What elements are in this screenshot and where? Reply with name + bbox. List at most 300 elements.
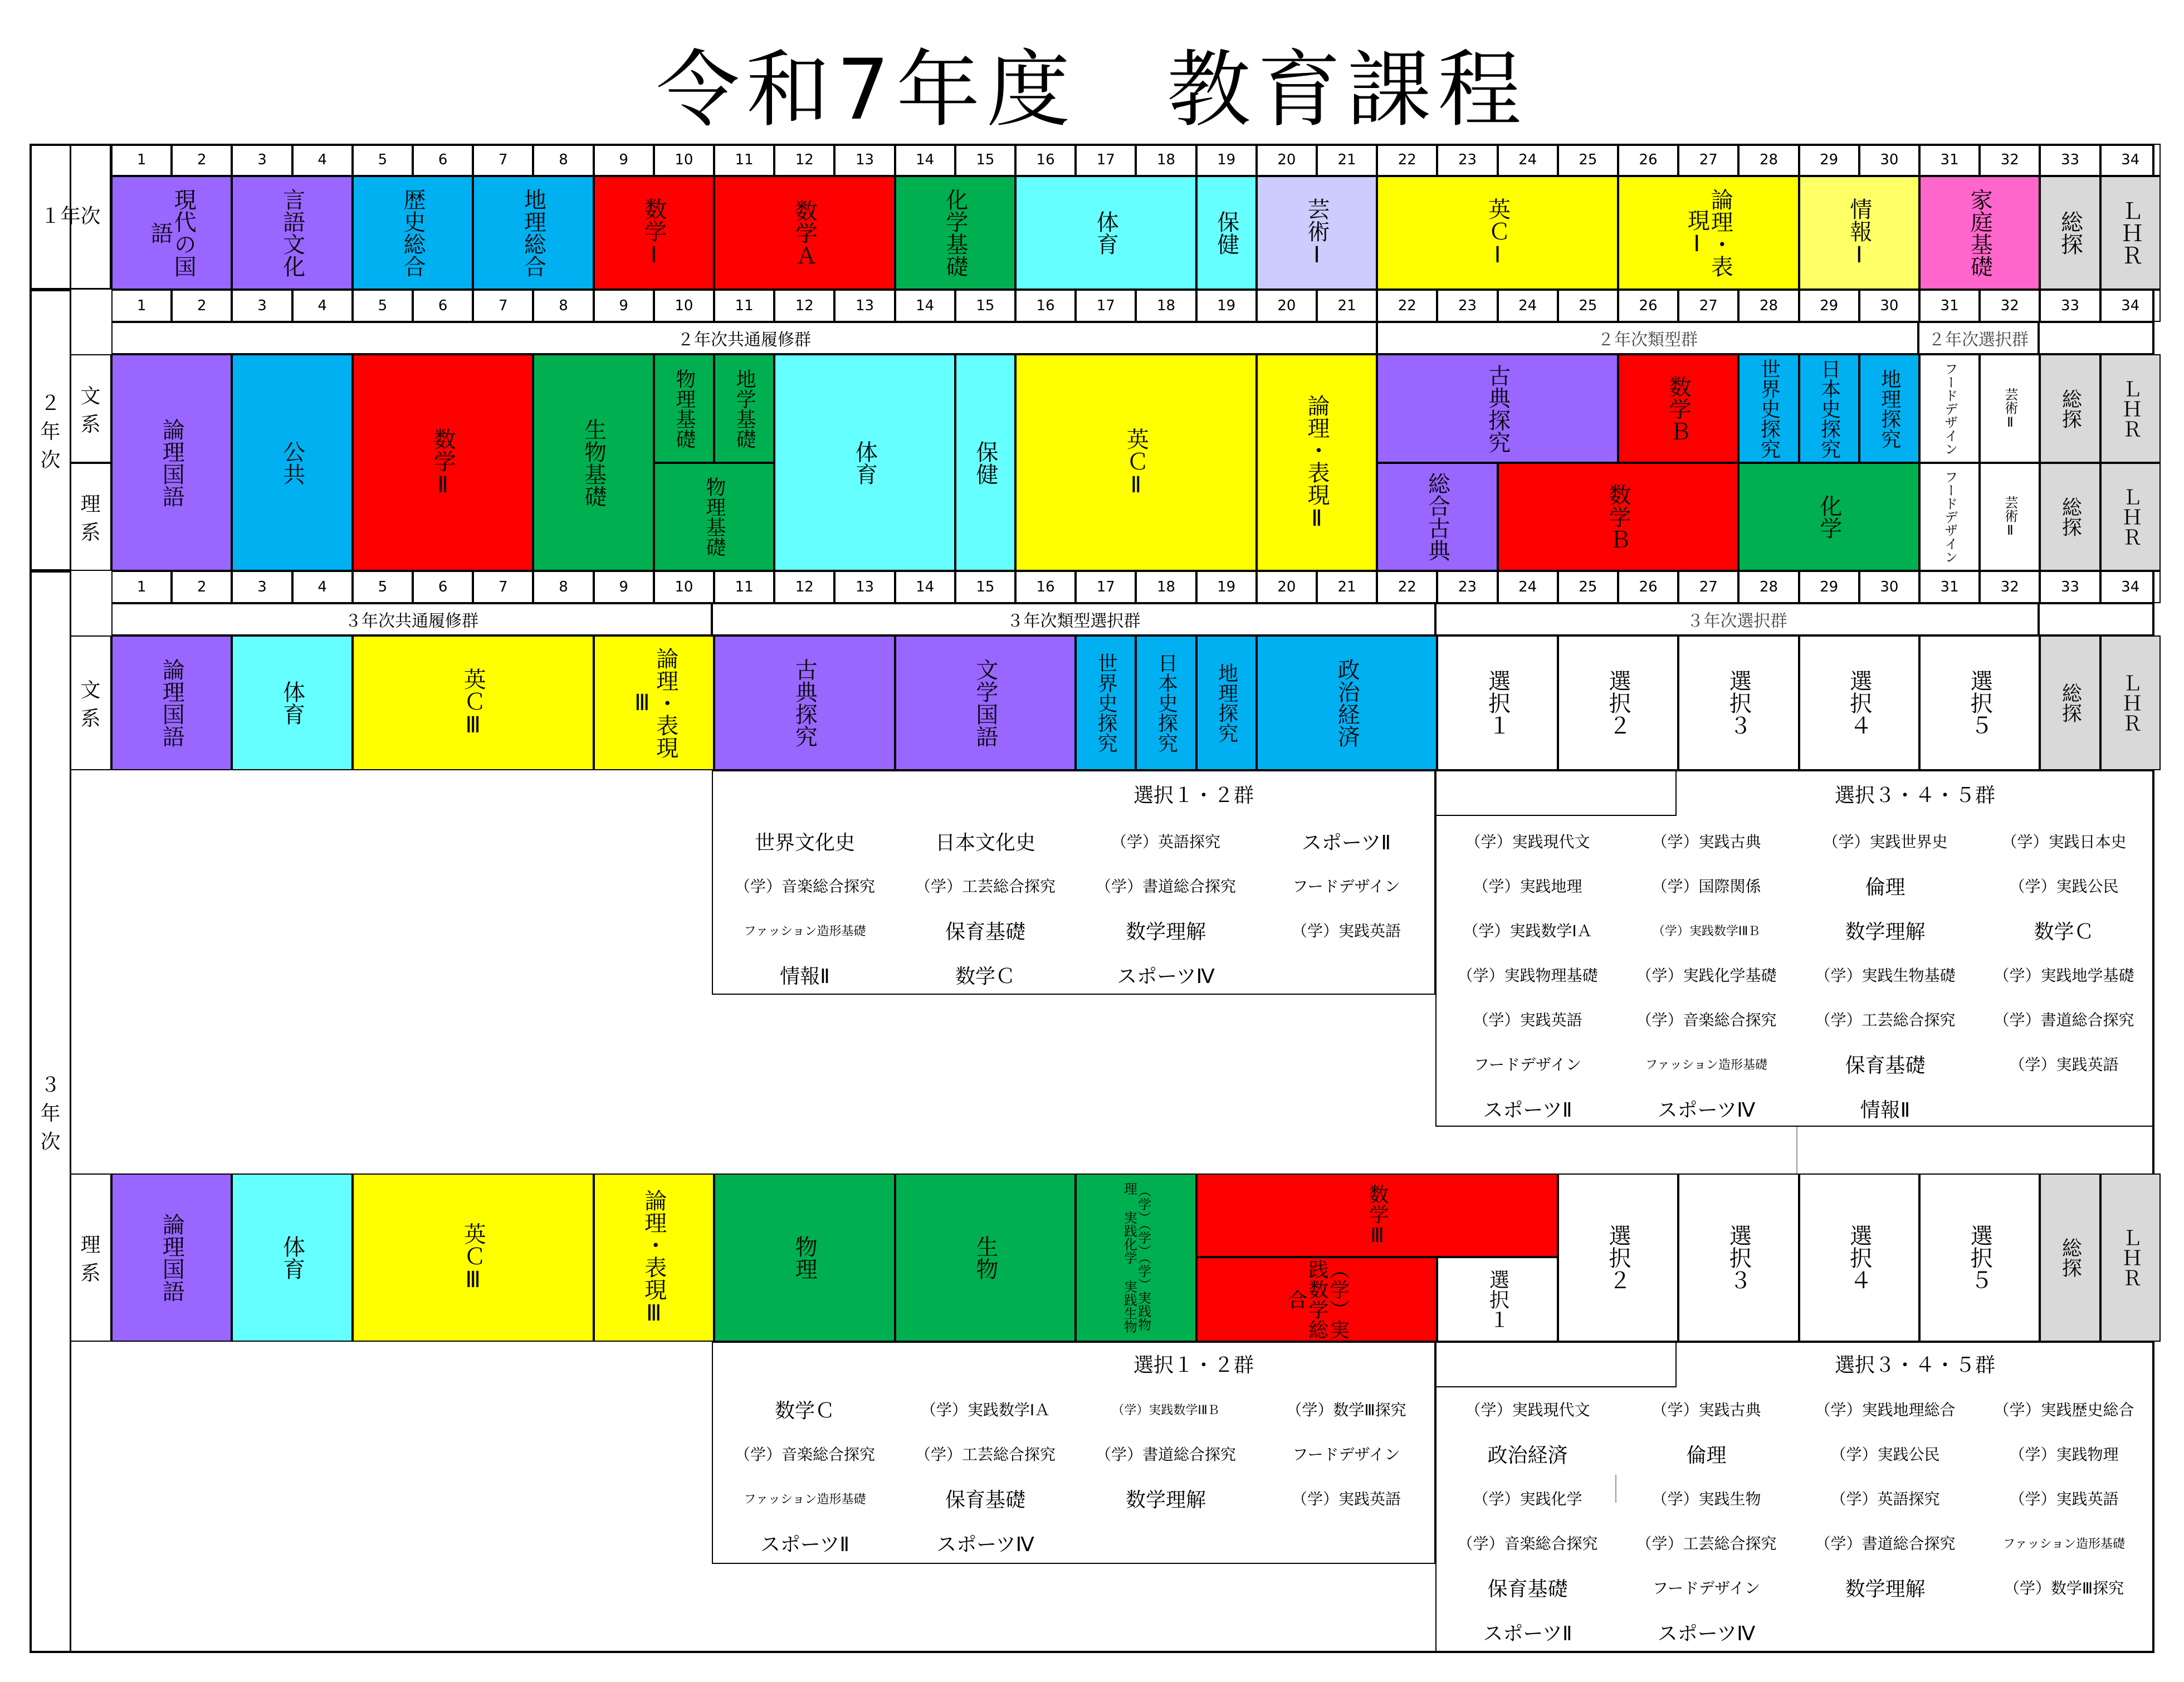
y1-subject-ronri-label: 論理・表現Ⅰ	[1684, 188, 1733, 277]
y3r-ronri-label: 論理・表現Ⅲ	[641, 1189, 667, 1326]
y3b-chiri	[1196, 635, 1257, 770]
y2-hoken-label: 保健	[972, 440, 998, 485]
y2-math2-label: 数学Ⅱ	[430, 427, 456, 498]
period-number-label: 34	[2121, 151, 2140, 168]
period-number	[1196, 144, 1257, 176]
y3r-g12-option: スポーツⅡ	[760, 1533, 850, 1556]
period-number-label: 1	[136, 151, 146, 168]
y3b-sen4	[1799, 635, 1919, 770]
y3b-sen2-label: 選択２	[1605, 669, 1631, 736]
period-number-label: 30	[1880, 297, 1899, 314]
period-number	[232, 144, 292, 176]
y3r-g345-option: 保育基礎	[1487, 1577, 1568, 1601]
y3r-g12-option: スポーツⅣ	[936, 1533, 1034, 1556]
period-number-label: 15	[976, 297, 995, 314]
y3r-divider	[1675, 1342, 1677, 1386]
period-number	[1377, 144, 1437, 176]
y3b-g345-option: （学）実践英語	[2009, 1055, 2119, 1074]
y1-subject-sotan-label: 総探	[2057, 211, 2083, 255]
period-number	[1618, 144, 1678, 176]
y2-sotan-bunkei-label: 総探	[2059, 388, 2082, 429]
period-number-label: 21	[1337, 297, 1356, 314]
period-number-label: 12	[795, 297, 814, 314]
y3b-g12-option: （学）音楽総合探究	[734, 877, 875, 896]
period-number-label: 9	[619, 579, 628, 595]
y2-eng-label: 英ＣⅡ	[1123, 427, 1149, 498]
y3r-g345-option: フードデザイン	[1652, 1579, 1761, 1597]
period-number-label: 13	[855, 151, 874, 168]
y2-kagaku-label: 化学	[1816, 495, 1842, 539]
y3r-g12-option: 数学Ｃ	[774, 1399, 835, 1422]
y1-subject-hoken	[1196, 176, 1257, 290]
y3r-butsuri	[714, 1174, 895, 1342]
y3b-nihon	[1136, 635, 1196, 770]
period-number-label: 10	[675, 579, 693, 595]
period-number	[1437, 571, 1497, 603]
y3r-g345-option: スポーツⅡ	[1483, 1622, 1572, 1645]
period-number	[473, 571, 533, 603]
y2-band-type: ２年次類型群	[1377, 322, 1918, 354]
period-number-label: 25	[1579, 297, 1597, 314]
period-number-label: 15	[976, 151, 995, 168]
y3-bunkei-label: 文系	[70, 635, 111, 770]
period-number	[1498, 571, 1558, 603]
period-number-label: 14	[916, 151, 935, 168]
period-number	[1919, 571, 1980, 603]
period-number	[1196, 290, 1257, 322]
y1-subject-eng	[1377, 176, 1618, 290]
y2-sekai	[1738, 354, 1799, 463]
period-number-label: 1	[136, 579, 146, 595]
y3b-g12-option: 情報Ⅱ	[780, 965, 830, 988]
y3b-g345-option: （学）書道総合探究	[1994, 1011, 2134, 1029]
period-number	[2040, 571, 2100, 603]
y1-subject-kagaku-label: 化学基礎	[942, 188, 968, 277]
period-number-label: 5	[378, 151, 388, 168]
y2-mathB-rikei	[1498, 463, 1739, 571]
y1-subject-katei-label: 家庭基礎	[1967, 188, 1993, 277]
y3r-g345-option: （学）音楽総合探究	[1457, 1534, 1598, 1553]
period-number	[413, 144, 473, 176]
y3b-g12-option: スポーツⅣ	[1117, 965, 1215, 988]
period-number-label: 27	[1699, 579, 1718, 595]
y3b-g12-label: 選択１・２群	[1133, 784, 1254, 807]
y3b-g345-option: （学）実践現代文	[1465, 833, 1590, 851]
y1-subject-ronri	[1618, 176, 1799, 290]
period-number-label: 24	[1518, 297, 1537, 314]
y3b-g12-option: 数学Ｃ	[955, 965, 1015, 988]
y2-geijutsu-bunkei-label: 芸術Ⅱ	[2002, 387, 2018, 430]
period-number-label: 27	[1699, 151, 1718, 168]
period-number-label: 31	[1940, 579, 1959, 595]
y3r-g345-option: （学）実践物理	[2009, 1445, 2119, 1464]
period-number	[232, 571, 292, 603]
period-number	[172, 290, 232, 322]
period-number	[1799, 571, 1859, 603]
y2-food-rikei-label: フードデザイン	[1942, 470, 1958, 564]
y3b-box-right	[1796, 1127, 1797, 1174]
period-number	[1136, 290, 1196, 322]
period-number	[413, 290, 473, 322]
y3b-g345-option: 数学理解	[1845, 920, 1926, 943]
period-number-label: 12	[795, 579, 814, 595]
period-number	[1498, 144, 1558, 176]
y3b-g345-option: スポーツⅣ	[1657, 1098, 1756, 1122]
period-number	[1919, 144, 1980, 176]
y2-sotan-rikei	[2040, 463, 2100, 571]
y2-sekai-label: 世界史探究	[1757, 358, 1781, 459]
y3b-koten-label: 古典探究	[791, 658, 818, 747]
period-number-label: 8	[559, 297, 568, 314]
period-number-label: 17	[1096, 579, 1115, 595]
period-number	[834, 571, 895, 603]
period-number	[1498, 290, 1558, 322]
y3b-g345-option: （学）実践地理	[1473, 877, 1582, 896]
period-number	[533, 290, 593, 322]
period-number	[1980, 144, 2040, 176]
y1-subject-gendai-label: 現代の国語	[147, 188, 197, 277]
y3b-sen3	[1678, 635, 1799, 770]
y2-kokyo	[232, 354, 352, 571]
period-number	[292, 144, 353, 176]
y2-sotan-bunkei	[2040, 354, 2100, 463]
y3b-seiji	[1257, 635, 1438, 770]
y2-geijutsu-bunkei	[1980, 354, 2040, 463]
period-number	[353, 290, 413, 322]
period-number-label: 33	[2060, 297, 2080, 314]
y3b-g345-option: 保育基礎	[1845, 1054, 1926, 1077]
period-number-label: 22	[1398, 297, 1416, 314]
y3r-sotan-label: 総探	[2059, 1238, 2082, 1278]
y3r-eng	[353, 1174, 594, 1342]
y3r-seibutsu-label: 生物	[972, 1235, 998, 1280]
y3r-g12-option: （学）数学Ⅲ探究	[1286, 1401, 1406, 1419]
period-number	[834, 290, 895, 322]
period-number-label: 23	[1458, 579, 1477, 595]
y3b-divider-h	[1435, 815, 1677, 816]
period-number-label: 10	[675, 151, 693, 168]
period-number	[413, 571, 473, 603]
period-number-label: 21	[1337, 151, 1356, 168]
y2-food-bunkei-label: フードデザイン	[1942, 361, 1958, 456]
period-number	[1738, 144, 1799, 176]
y1-subject-gengo	[232, 176, 352, 290]
y3r-g12-option: （学）音楽総合探究	[734, 1445, 875, 1464]
period-number-label: 18	[1156, 579, 1176, 595]
y3r-g12-option: 保育基礎	[945, 1488, 1025, 1512]
period-number	[1377, 290, 1437, 322]
period-number-label: 1	[136, 297, 146, 314]
period-number-label: 6	[438, 151, 448, 168]
y3r-sen3-label: 選択３	[1726, 1224, 1752, 1291]
y3b-lhr	[2100, 635, 2161, 770]
y3r-g12-option: （学）実践数学ⅠＡ	[920, 1401, 1051, 1419]
period-number-label: 6	[438, 579, 448, 595]
period-number-label: 30	[1880, 151, 1899, 168]
y3r-lhr-label: ＬＨＲ	[2119, 1228, 2142, 1288]
y3r-math3-label: 数学Ⅲ	[1366, 1184, 1389, 1247]
period-number	[1859, 571, 1919, 603]
y3r-g345-option: （学）数学Ⅲ探究	[2004, 1579, 2124, 1597]
period-number-label: 33	[2060, 151, 2080, 168]
period-number-label: 21	[1337, 579, 1356, 595]
y2-lhr-rikei	[2100, 463, 2161, 571]
y3b-g345-option: 情報Ⅱ	[1860, 1098, 1911, 1122]
y3r-g345-option: （学）実践英語	[2009, 1490, 2119, 1508]
y1-subject-taiiku	[1015, 176, 1196, 290]
y2-math2	[353, 354, 534, 571]
period-number-label: 32	[2000, 151, 2019, 168]
y3r-g12-option: （学）工芸総合探究	[915, 1445, 1056, 1464]
y3r-g12-option: フードデザイン	[1292, 1445, 1400, 1464]
y3b-g345-option: ファッション造形基礎	[1645, 1058, 1768, 1072]
period-number-label: 2	[197, 151, 207, 168]
period-number-label: 26	[1639, 297, 1658, 314]
y3r-g12-option: 数学理解	[1125, 1488, 1206, 1512]
y3r-butsuri-label: 物理	[791, 1235, 818, 1280]
period-number-label: 25	[1579, 579, 1597, 595]
period-number	[533, 571, 593, 603]
period-number	[1377, 571, 1437, 603]
period-number	[2040, 290, 2100, 322]
period-number	[1919, 290, 1980, 322]
period-number-label: 23	[1458, 297, 1477, 314]
y1-subject-math1	[594, 176, 714, 290]
y2-bunkei-label: 文系	[70, 354, 111, 463]
y2-seibutsu-label: 生物基礎	[580, 418, 607, 507]
period-number	[111, 290, 172, 322]
y3-rikei-label: 理系	[70, 1174, 111, 1342]
period-number-label: 4	[317, 151, 327, 168]
y3r-ronkoku-label: 論理国語	[159, 1213, 185, 1302]
y1-subject-sotan	[2040, 176, 2100, 290]
y1-subject-geijutsu	[1257, 176, 1377, 290]
y3-band-common: ３年次共通履修群	[111, 603, 712, 635]
period-number	[1678, 571, 1738, 603]
y3b-g345-option: （学）実践生物基礎	[1815, 966, 1956, 985]
period-number	[353, 144, 413, 176]
y3b-eng-label: 英ＣⅢ	[460, 668, 486, 738]
y3r-sen5	[1919, 1174, 2040, 1342]
y3r-g345-option: （学）実践地理総合	[1815, 1401, 1956, 1419]
period-number	[895, 571, 955, 603]
period-number-label: 14	[916, 297, 935, 314]
period-number-label: 8	[559, 579, 568, 595]
period-number-label: 3	[257, 297, 267, 314]
period-number	[955, 144, 1015, 176]
y1-subject-joho	[1799, 176, 1919, 290]
y3b-nihon-label: 日本史探究	[1155, 653, 1178, 753]
y2-mathB	[1618, 354, 1738, 463]
y3b-koten	[714, 635, 895, 770]
y3r-ronkoku	[111, 1174, 232, 1342]
period-number-label: 7	[499, 297, 508, 314]
period-number-label: 28	[1759, 579, 1779, 595]
period-number	[654, 290, 714, 322]
y2-seibutsu	[533, 354, 653, 571]
y3b-ronkoku	[111, 635, 232, 770]
period-number	[834, 144, 895, 176]
y3b-g345-option: （学）実践公民	[2009, 877, 2119, 896]
period-number-label: 32	[2000, 579, 2019, 595]
period-number	[1196, 571, 1257, 603]
y3r-g345-option: （学）実践歴史総合	[1994, 1401, 2134, 1419]
y1-subject-chiri-label: 地理総合	[520, 188, 546, 277]
y3b-ronkoku-label: 論理国語	[159, 658, 185, 747]
y2-mathB-label: 数学Ｂ	[1665, 375, 1692, 442]
period-number-label: 34	[2121, 579, 2140, 595]
y3r-g345-label: 選択３・４・５群	[1834, 1353, 1995, 1377]
period-number	[955, 571, 1015, 603]
period-number-label: 11	[735, 151, 754, 168]
year1-blank	[70, 144, 111, 290]
period-number	[1678, 144, 1738, 176]
y3r-g345-option: 政治経済	[1487, 1444, 1568, 1467]
y2-butsuri-rikei-label: 物理基礎	[702, 477, 726, 557]
y3r-sen3	[1678, 1174, 1799, 1342]
y2-hoken	[955, 354, 1015, 571]
period-number	[1317, 571, 1377, 603]
y1-subject-taiiku-label: 体育	[1093, 211, 1119, 255]
period-number	[654, 571, 714, 603]
y2-koten-label: 古典探究	[1484, 364, 1511, 453]
period-number-label: 17	[1096, 151, 1115, 168]
y2-chiri-label: 地理探究	[1878, 368, 1901, 449]
period-number	[895, 290, 955, 322]
y3b-g345-option: （学）実践古典	[1652, 833, 1761, 851]
y3r-g345-option: （学）実践化学	[1473, 1490, 1582, 1508]
y3r-g345-option: （学）英語探究	[1830, 1490, 1940, 1508]
y3b-g345-label: 選択３・４・５群	[1834, 784, 1995, 807]
period-number-label: 30	[1880, 579, 1899, 595]
year3-label: ３年次	[30, 571, 71, 1653]
period-number-label: 27	[1699, 297, 1718, 314]
period-number-label: 20	[1277, 151, 1296, 168]
y3b-taiiku-label: 体育	[279, 681, 305, 725]
y3b-ronri	[594, 635, 714, 770]
period-number	[1257, 571, 1317, 603]
y2-taiiku-label: 体育	[852, 440, 878, 485]
period-number	[1136, 571, 1196, 603]
period-number	[473, 144, 533, 176]
y3r-g345-option: （学）書道総合探究	[1815, 1534, 1956, 1553]
y1-subject-gendai	[111, 176, 232, 290]
y3b-g345-option: （学）実践物理基礎	[1457, 966, 1598, 985]
y1-subject-eng-label: 英ＣⅠ	[1484, 198, 1511, 268]
y3b-g12-option: 世界文化史	[754, 831, 855, 854]
period-number-label: 18	[1156, 151, 1176, 168]
y3b-sen5-label: 選択５	[1967, 669, 1993, 736]
y3b-sotan-label: 総探	[2059, 683, 2082, 723]
period-number	[1558, 290, 1618, 322]
y3b-sen2	[1558, 635, 1678, 770]
period-number	[2040, 144, 2100, 176]
y3r-sen2-label: 選択２	[1605, 1224, 1631, 1291]
period-number	[1618, 571, 1678, 603]
y3b-bungaku-label: 文学国語	[972, 658, 998, 747]
period-number	[594, 290, 654, 322]
period-number-label: 28	[1759, 297, 1779, 314]
period-number-label: 34	[2121, 297, 2140, 314]
period-number-label: 3	[257, 151, 267, 168]
y2-lhr-rikei-label: ＬＨＲ	[2119, 487, 2142, 547]
y2-ronri-label: 論理・表現Ⅱ	[1303, 394, 1330, 531]
y1-subject-math1-label: 数学Ⅰ	[641, 198, 667, 268]
y3b-eng	[353, 635, 594, 770]
y2-nihon	[1799, 354, 1859, 463]
y3r-g345-option: （学）実践公民	[1830, 1445, 1940, 1464]
y2-taiiku	[774, 354, 955, 571]
period-number	[1678, 290, 1738, 322]
y3r-g345-option: （学）実践生物	[1652, 1490, 1761, 1508]
y3b-g345-option: （学）工芸総合探究	[1815, 1011, 1956, 1029]
period-number	[1136, 144, 1196, 176]
y3b-g345-option: （学）実践数学ⅠⅡＢ	[1652, 924, 1761, 938]
y3r-g345-option: 倫理	[1686, 1444, 1727, 1467]
y3r-sen4	[1799, 1174, 1919, 1342]
y3-band-select: ３年次選択群	[1435, 603, 2039, 635]
y2-ronkoku-label: 論理国語	[159, 418, 185, 507]
period-number	[111, 144, 172, 176]
y2-chiri	[1859, 354, 1919, 463]
y2-butsuri-bunkei-label: 物理基礎	[672, 368, 696, 449]
period-number-label: 29	[1820, 151, 1839, 168]
period-number	[774, 144, 834, 176]
y3b-g345-option: （学）実践数学ⅠＡ	[1463, 922, 1592, 940]
y3r-eng-label: 英ＣⅢ	[460, 1223, 486, 1293]
period-number-label: 11	[735, 297, 754, 314]
y2-butsuri-rikei	[654, 463, 774, 571]
y3r-g345-option: スポーツⅣ	[1657, 1622, 1756, 1645]
period-number-label: 24	[1518, 579, 1537, 595]
y3r-jissen	[1076, 1174, 1196, 1342]
y3b-sen3-label: 選択３	[1726, 669, 1752, 736]
period-number	[774, 290, 834, 322]
period-number-label: 19	[1217, 151, 1236, 168]
y3r-jissen-math-label: （学）実践数学総合	[1284, 1259, 1350, 1339]
y1-subject-gengo-label: 言語文化	[279, 188, 305, 277]
y3r-g345-option: （学）実践古典	[1652, 1401, 1761, 1419]
y3r-math3	[1196, 1174, 1558, 1257]
period-number	[172, 571, 232, 603]
y3r-g345-option: 数学理解	[1845, 1577, 1926, 1601]
period-number	[714, 290, 774, 322]
y3r-sotan	[2040, 1174, 2100, 1342]
period-number	[1738, 290, 1799, 322]
y3r-taiiku-label: 体育	[279, 1235, 305, 1280]
y2-geijutsu-rikei-label: 芸術Ⅱ	[2002, 496, 2018, 538]
period-number	[1257, 144, 1317, 176]
period-number	[533, 144, 593, 176]
period-number	[292, 571, 353, 603]
period-number	[1317, 290, 1377, 322]
y1-subject-joho-label: 情報Ⅰ	[1846, 198, 1872, 268]
y2-band-select: ２年次選択群	[1918, 322, 2039, 354]
period-number-label: 5	[378, 297, 388, 314]
period-number	[1738, 571, 1799, 603]
y3r-seibutsu	[895, 1174, 1076, 1342]
period-number-label: 29	[1820, 297, 1839, 314]
y3b-g345-option: （学）実践地学基礎	[1994, 966, 2134, 985]
period-number-label: 2	[197, 579, 207, 595]
period-number-label: 6	[438, 297, 448, 314]
period-number-label: 17	[1096, 297, 1115, 314]
y2-sogo-koten	[1377, 463, 1497, 571]
period-number-label: 5	[378, 579, 388, 595]
period-number-label: 20	[1277, 579, 1296, 595]
y3b-g345-option: フードデザイン	[1473, 1055, 1582, 1074]
y3b-seiji-label: 政治経済	[1334, 658, 1360, 747]
